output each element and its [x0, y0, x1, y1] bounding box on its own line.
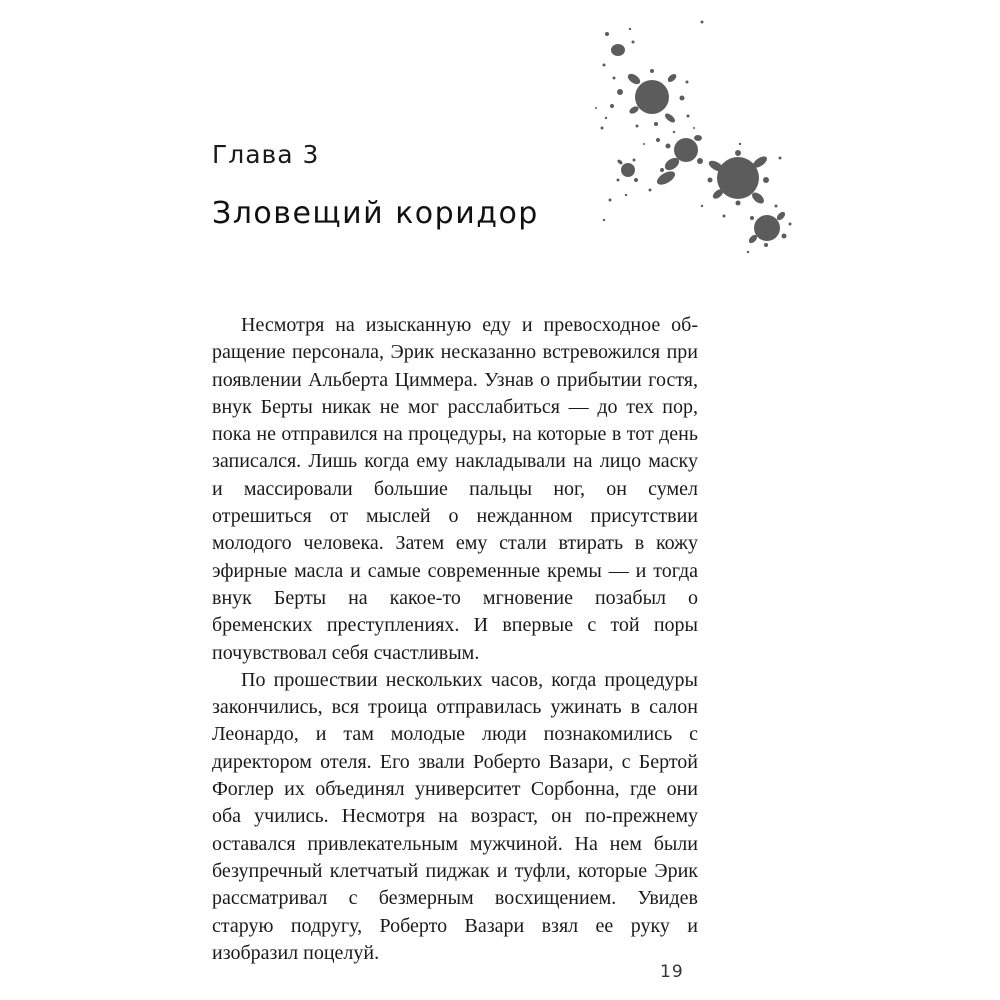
ink-splatter-icon — [590, 20, 810, 260]
chapter-body — [212, 312, 698, 967]
page-number: 19 — [660, 962, 684, 982]
chapter-number: Глава 3 — [212, 140, 320, 169]
paragraph: Несмотря на изысканную еду и превосходное обращение персонала, Эрик несказанно встревожился при появлении Альберта Циммера. Узнав о прибытии гостя, внук Берты никак не мог расслабиться — до тех пор, пока не отправился на процедуры, на которые в тот день записался. Лишь когда ему накладывали на лицо маску и массировали большие пальцы ног, он сумел отрешиться от мыслей о нежданном присутствии молодого человека. Затем ему стали втирать в кожу эфирные масла и самые современные кремы — и тогда внук Берты на какое-то мгновение позабыл о бременских преступлениях. И впервые с той поры почувствовал себя счастливым. — [212, 314, 698, 664]
chapter-title: Зловещий коридор — [212, 196, 539, 231]
paragraph: По прошествии нескольких часов, когда процедуры закончились, вся троица отправилась ужинать в салон Леонардо, и там молодые люди познакомились с директором отеля. Его звали Роберто Вазари, с Бертой Фоглер их объединял университет Сорбонна, где они оба учились. Несмотря на возраст, он по-прежнему оставался привлекательным мужчиной. На нем были безупречный клетчатый пиджак и туфли, которые Эрик рассматривал с безмерным восхищением. Увидев старую подругу, Роберто Вазари взял ее руку и изобразил поцелуй. — [212, 668, 698, 964]
